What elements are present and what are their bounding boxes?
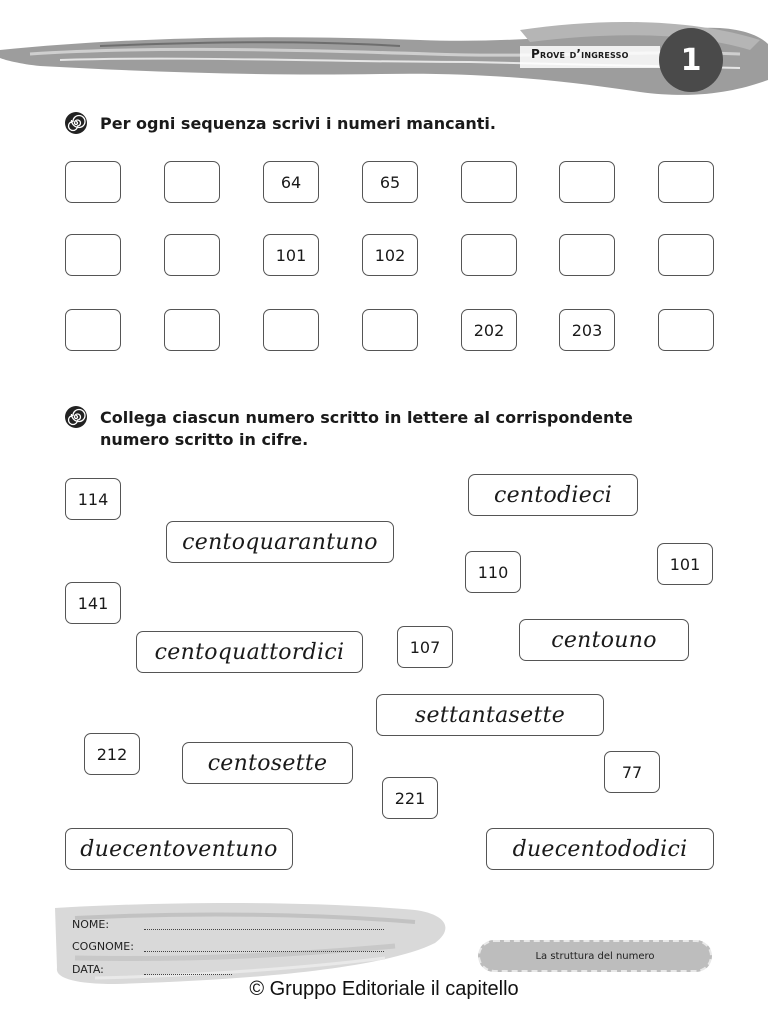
sequence-box[interactable] [658,309,714,351]
copyright-notice: © Gruppo Editoriale il capitello [249,978,519,1000]
number-card[interactable]: 77 [604,751,660,793]
instruction-line: numero scritto in cifre. [100,430,309,449]
number-card[interactable]: 114 [65,478,121,520]
topic-label: La struttura del numero [478,940,712,972]
exercise1-instruction: Per ogni sequenza scrivi i numeri mancanti. [100,114,496,133]
word-card[interactable]: centoquarantuno [166,521,394,563]
sequence-box[interactable] [362,309,418,351]
instruction-line: Collega ciascun numero scritto in lettere al corrispondente [100,408,633,427]
exercise2-instruction [100,407,660,451]
number-card[interactable]: 110 [465,551,521,593]
sequence-box[interactable] [65,161,121,203]
sequence-box[interactable] [658,234,714,276]
number-card[interactable]: 212 [84,733,140,775]
section-title: Prove d’ingresso [531,47,629,61]
number-card[interactable]: 101 [657,543,713,585]
sequence-box: 101 [263,234,319,276]
sequence-box[interactable] [461,234,517,276]
name-label: NOME: [72,918,110,931]
sequence-box: 202 [461,309,517,351]
header-brush-decoration [0,10,768,105]
sequence-box[interactable] [559,234,615,276]
name-field[interactable] [144,929,384,930]
sequence-box: 203 [559,309,615,351]
sequence-box[interactable] [559,161,615,203]
surname-field[interactable] [144,951,384,952]
word-card[interactable]: centoquattordici [136,631,363,673]
spiral-bullet-icon [64,405,88,429]
word-card[interactable]: duecentoventuno [65,828,293,870]
number-card[interactable]: 107 [397,626,453,668]
sequence-box[interactable] [164,309,220,351]
word-card[interactable]: duecentododici [486,828,714,870]
date-field[interactable] [144,974,232,975]
word-card[interactable]: centosette [182,742,353,784]
sequence-box[interactable] [65,234,121,276]
number-card[interactable]: 221 [382,777,438,819]
sequence-box: 65 [362,161,418,203]
sequence-box[interactable] [263,309,319,351]
number-card[interactable]: 141 [65,582,121,624]
sequence-box[interactable] [164,161,220,203]
word-card[interactable]: centouno [519,619,689,661]
sequence-box[interactable] [164,234,220,276]
date-label: DATA: [72,963,104,976]
sequence-box[interactable] [658,161,714,203]
sequence-box: 64 [263,161,319,203]
spiral-bullet-icon [64,111,88,135]
word-card[interactable]: centodieci [468,474,638,516]
sequence-box[interactable] [65,309,121,351]
unit-number-badge: 1 [659,28,723,92]
sequence-box[interactable] [461,161,517,203]
word-card[interactable]: settantasette [376,694,604,736]
surname-label: COGNOME: [72,940,134,953]
sequence-box: 102 [362,234,418,276]
